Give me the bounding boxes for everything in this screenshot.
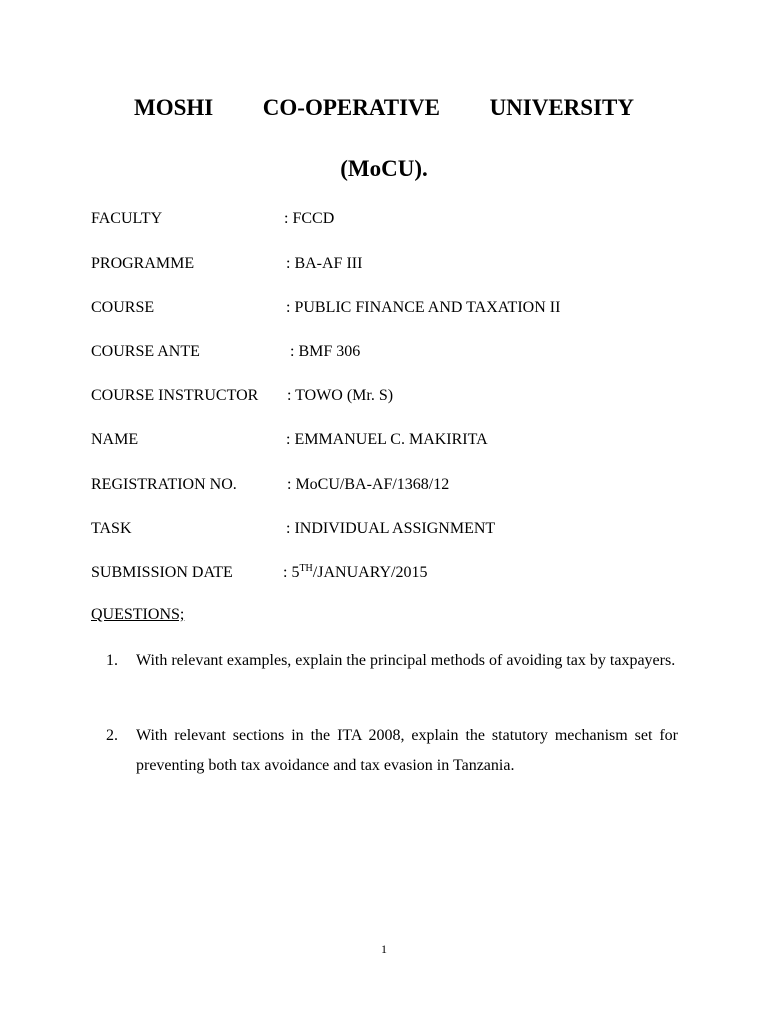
field-value: : BMF 306	[290, 343, 361, 360]
university-title	[134, 92, 634, 124]
field-label: COURSE ANTE	[91, 343, 200, 360]
field-value: : MoCU/BA-AF/1368/12	[287, 476, 450, 493]
field-value: : PUBLIC FINANCE AND TAXATION II	[286, 299, 561, 316]
field-label: COURSE INSTRUCTOR	[91, 387, 259, 404]
question-text: With relevant sections in the ITA 2008, explain the statutory mechanism set for preventing both tax avoidance and tax evasion in Tanzania.	[136, 727, 678, 774]
field-label: COURSE	[91, 299, 155, 316]
university-abbreviation: (MoCU).	[340, 156, 428, 181]
date-day: : 5	[283, 564, 300, 581]
date-month-year: /JANUARY/2015	[312, 564, 428, 581]
field-value: : BA-AF III	[286, 255, 363, 272]
field-label: FACULTY	[91, 210, 163, 227]
field-label: REGISTRATION NO.	[91, 476, 237, 493]
field-label: SUBMISSION DATE	[91, 564, 233, 581]
questions-heading: QUESTIONS;	[91, 606, 185, 623]
field-label: PROGRAMME	[91, 255, 195, 272]
field-label: NAME	[91, 431, 139, 448]
question-number: 2.	[106, 727, 118, 744]
title-word-moshi: MOSHI	[134, 95, 214, 120]
field-value: : INDIVIDUAL ASSIGNMENT	[286, 520, 496, 537]
field-label: TASK	[91, 520, 132, 537]
question-text: With relevant examples, explain the principal methods of avoiding tax by taxpayers.	[136, 652, 676, 669]
field-value: : TOWO (Mr. S)	[287, 387, 394, 404]
field-value: : FCCD	[284, 210, 335, 227]
date-ordinal-suffix: TH	[299, 563, 313, 574]
question-number: 1.	[106, 652, 118, 669]
field-value: : EMMANUEL C. MAKIRITA	[286, 431, 488, 448]
page-number: 1	[381, 942, 387, 956]
field-value	[283, 562, 427, 584]
title-word-university: UNIVERSITY	[489, 95, 634, 120]
title-word-cooperative: CO-OPERATIVE	[262, 95, 440, 120]
